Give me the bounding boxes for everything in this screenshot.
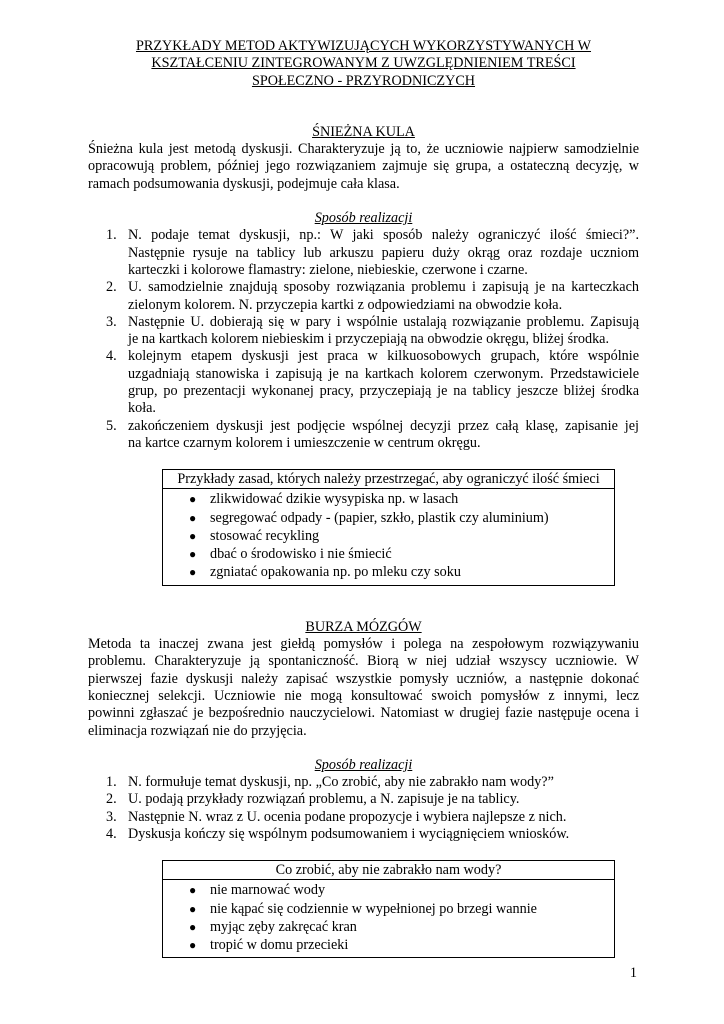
bullet-text: tropić w domu przecieki [210,937,349,954]
bullet-icon: ● [189,510,197,525]
intro-line: ramach podsumowania dyskusji, podejmuje cała klasa. [88,175,400,192]
step-line: kolejnym etapem dyskusji jest praca w kilkuosobowych grupach, które wspólnie [128,348,639,365]
step-line: Następnie N. wraz z U. ocenia podane propozycje i wybiera najlepsze z nich. [128,808,567,825]
list-item [88,418,639,453]
step-line: zielonym kolorem. N. przyczepia kartki z odpowiedziami na obwodzie koła. [128,296,563,313]
step-line: Następnie rysuje na tablicy lub arkuszu papieru duży okrąg oraz rozdaje uczniom [128,244,639,261]
step-number: 3. [106,313,117,330]
list-item [88,791,639,808]
bullet-icon: ● [189,919,197,934]
step-line: N. podaje temat dyskusji, np.: W jaki sposób należy ograniczyć ilość śmieci?”. [128,227,639,244]
step-line: Następnie U. dobierają się w pary i wspólnie ustalają rozwiązanie problemu. Zapisują [128,313,639,330]
bullet-icon: ● [189,528,197,543]
list-item [88,348,639,417]
bullet-text: nie marnować wody [210,882,326,899]
step-line: karteczki i kolorowe flamastry: zielone, niebieskie, czerwone i czarne. [128,261,528,278]
title-line: PRZYKŁADY METOD AKTYWIZUJĄCYCH WYKORZYSTYWANYCH W [135,38,592,54]
step-number: 4. [106,348,117,365]
step-number: 5. [106,417,117,434]
bullet-item [163,881,614,899]
list-item [88,314,639,349]
bullet-item [163,545,614,563]
bullet-icon: ● [189,938,197,953]
box-heading: Przykłady zasad, których należy przestrzegać, aby ograniczyć ilość śmieci [163,470,614,489]
bullet-text: segregować odpady - (papier, szkło, plastik czy aluminium) [210,509,549,526]
bullet-icon: ● [189,547,197,562]
step-line: N. formułuje temat dyskusji, np. „Co zrobić, aby nie zabrakło nam wody?” [128,774,554,791]
steps-list [88,227,639,452]
document-page [88,38,639,958]
step-number: 1. [106,227,117,244]
method-heading: Sposób realizacji [314,210,413,227]
bullet-text: zgniatać opakowania np. po mleku czy soku [210,564,461,581]
list-item [88,279,639,314]
list-item [88,227,639,279]
section-heading-sniezna-kula: ŚNIEŻNA KULA [312,123,415,140]
step-number: 3. [106,808,117,825]
bullet-text: dbać o środowisko i nie śmiecić [210,546,392,563]
bullet-text: zlikwidować dzikie wysypiska np. w lasach [210,491,459,508]
step-number: 2. [106,791,117,808]
intro-line: eliminacja rozwiązań nie do przyjęcia. [88,722,307,739]
list-item [88,774,639,791]
list-item [88,809,639,826]
step-line: U. podają przykłady rozwiązań problemu, a N. zapisuje je na tablicy. [128,791,520,808]
intro-line: problemu. Charakteryzuje ją spontaniczność. Biorą w niej udział wszyscy uczniowie. W [88,653,639,670]
intro-line: koniecznej selekcji. Uczniowie nie mogą konsultować swoich pomysłów z innymi, lecz [88,687,639,704]
step-line: uzgadniają stanowiska i zapisują je na kartkach kolorem czerwonym. Przedstawiciele [128,365,639,382]
bullet-item [163,918,614,936]
water-box [162,860,615,958]
steps-list [88,774,639,843]
step-line: grup, po prezentacji wykonanej pracy, przyczepiają je na tablicy jeszcze bliżej środka [128,383,639,400]
bullet-icon: ● [189,883,197,898]
rules-box [162,469,615,585]
intro-line: opracowują problem, później jego rozwiązaniem zajmuje się grupa, a ostateczną decyzję, w [88,158,639,175]
step-line: je na kartkach kolorem niebieskim i przyczepiają na obwodzie okręgu, bliżej środka. [128,331,610,348]
step-line: koła. [128,400,156,417]
bullet-item [163,509,614,527]
bullet-item [163,527,614,545]
title-line: KSZTAŁCENIU ZINTEGROWANYM Z UWZGLĘDNIENIEM TREŚCI [151,55,576,72]
intro-line: pierwszej fazie dyskusji należy zapisać wszystkie pomysły uczniów, a następnie dokonać [88,670,639,687]
bullet-item [163,563,614,581]
bullet-item [163,900,614,918]
step-line: Dyskusja kończy się wspólnym podsumowaniem i wyciągnięciem wniosków. [128,825,570,842]
section-heading-burza-mozgow: BURZA MÓZGÓW [305,618,422,635]
bullet-text: nie kąpać się codziennie w wypełnionej po brzegi wannie [210,900,537,917]
step-number: 2. [106,279,117,296]
bullet-item [163,490,614,508]
box-heading: Co zrobić, aby nie zabrakło nam wody? [163,861,614,880]
list-item [88,826,639,843]
intro-line: powinni zgłaszać je bezpośrednio nauczycielowi. Natomiast w drugiej fazie następuje ocena i [88,705,639,722]
bullet-icon: ● [189,565,197,580]
step-number: 1. [106,774,117,791]
bullet-item [163,936,614,954]
section-intro [88,141,639,193]
bullet-icon: ● [189,901,197,916]
title-line: SPOŁECZNO - PRZYRODNICZYCH [251,72,476,89]
step-number: 4. [106,825,117,842]
step-line: na kartce czarnym kolorem i umieszczenie w centrum okręgu. [128,434,481,451]
bullet-text: stosować recykling [210,527,320,544]
intro-line: Metoda ta inaczej zwana jest giełdą pomysłów i polega na zespołowym rozwiązywaniu [88,636,639,653]
bullet-icon: ● [189,492,197,507]
method-heading: Sposób realizacji [314,756,413,773]
section-intro [88,636,639,740]
intro-line: Śnieżna kula jest metodą dyskusji. Charakteryzuje ją to, że uczniowie najpierw samodzielnie [88,141,639,158]
document-title [88,38,639,90]
page-number: 1 [629,965,637,981]
step-line: U. samodzielnie znajdują sposoby rozwiązania problemu i zapisują je na karteczkach [128,279,639,296]
step-line: zakończeniem dyskusji jest podjęcie wspólnej decyzji przez całą klasę, zapisanie jej [128,417,639,434]
bullet-text: myjąc zęby zakręcać kran [210,918,357,935]
